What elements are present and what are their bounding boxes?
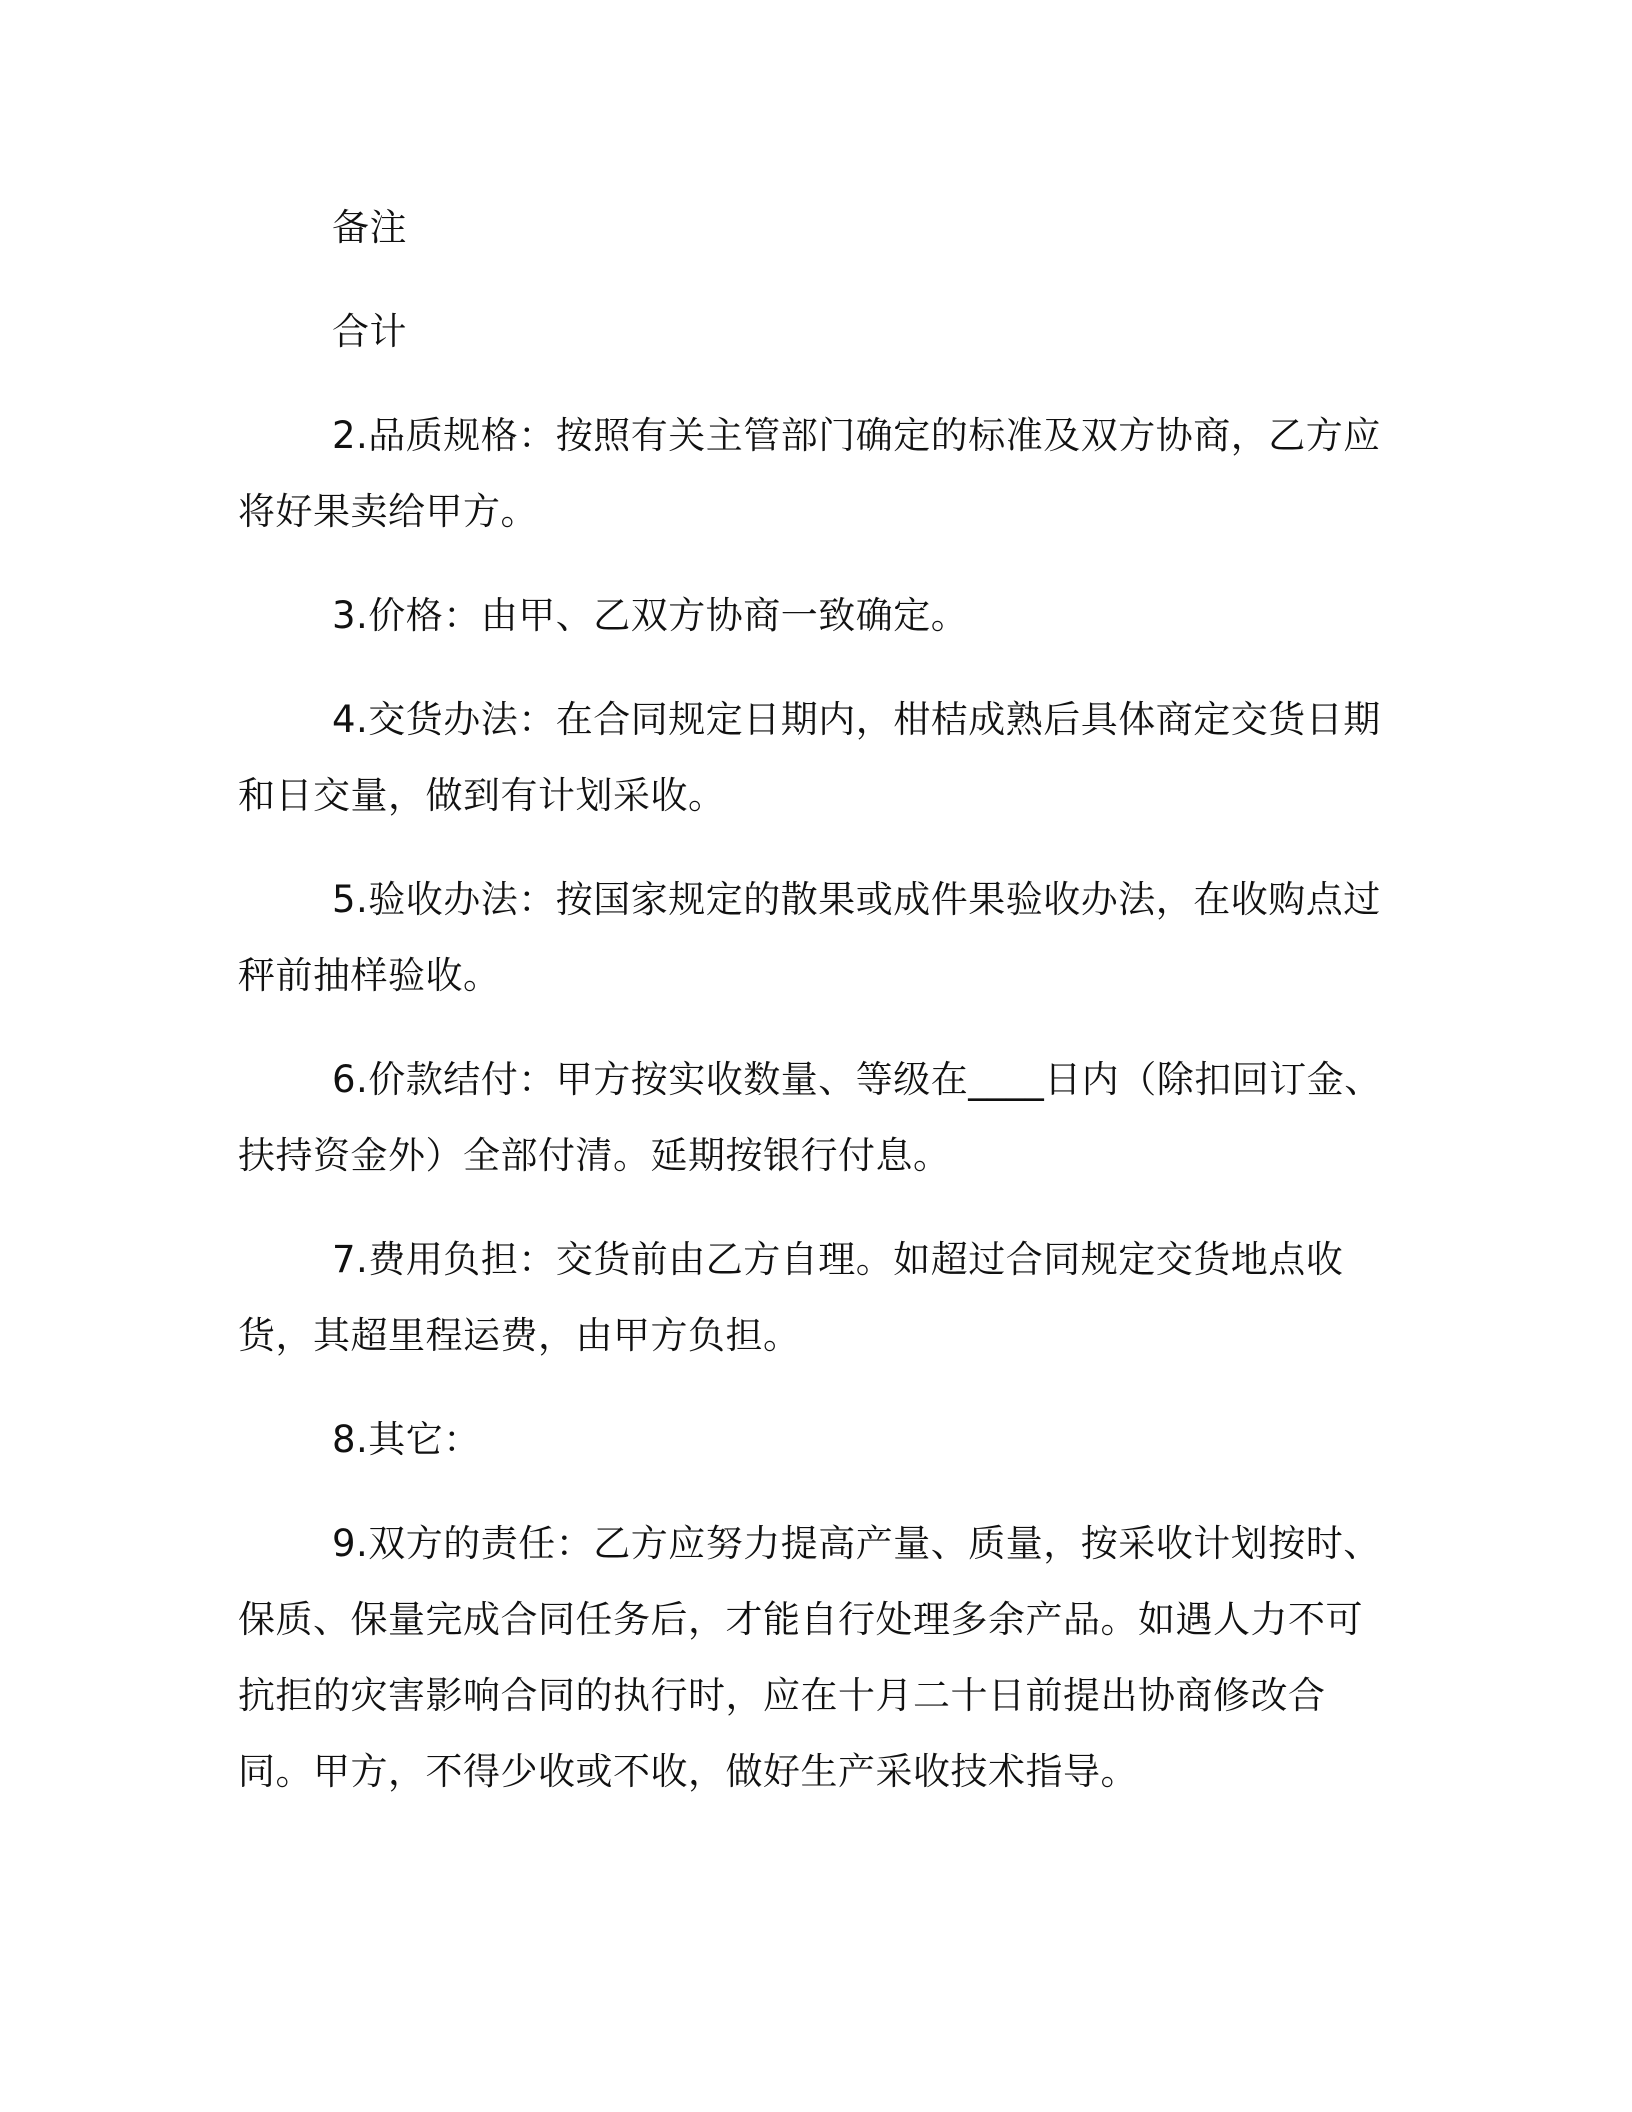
paragraph-payment: 6.价款结付：甲方按实收数量、等级在____日内（除扣回订金、扶持资金外）全部付清。延期按银行付息。 <box>238 1058 1382 1177</box>
paragraph-remarks: 备注 <box>332 206 407 249</box>
paragraph-acceptance-method: 5.验收办法：按国家规定的散果或成件果验收办法，在收购点过秤前抽样验收。 <box>238 878 1381 997</box>
paragraph-price: 3.价格：由甲、乙双方协商一致确定。 <box>332 594 969 637</box>
document-body <box>238 190 1388 1838</box>
paragraph-cost-burden: 7.费用负担：交货前由乙方自理。如超过合同规定交货地点收货，其超里程运费，由甲方负担。 <box>238 1238 1344 1357</box>
paragraph-delivery-method: 4.交货办法：在合同规定日期内，柑桔成熟后具体商定交货日期和日交量，做到有计划采收。 <box>238 698 1381 817</box>
paragraph-responsibilities: 9.双方的责任：乙方应努力提高产量、质量，按采收计划按时、保质、保量完成合同任务后，才能自行处理多余产品。如遇人力不可抗拒的灾害影响合同的执行时，应在十月二十日前提出协商修改合同。甲方，不得少收或不收，做好生产采收技术指导。 <box>238 1522 1381 1793</box>
paragraph-quality-spec: 2.品质规格：按照有关主管部门确定的标准及双方协商，乙方应将好果卖给甲方。 <box>238 414 1381 533</box>
paragraph-total: 合计 <box>332 310 407 353</box>
paragraph-other: 8.其它： <box>332 1418 481 1461</box>
